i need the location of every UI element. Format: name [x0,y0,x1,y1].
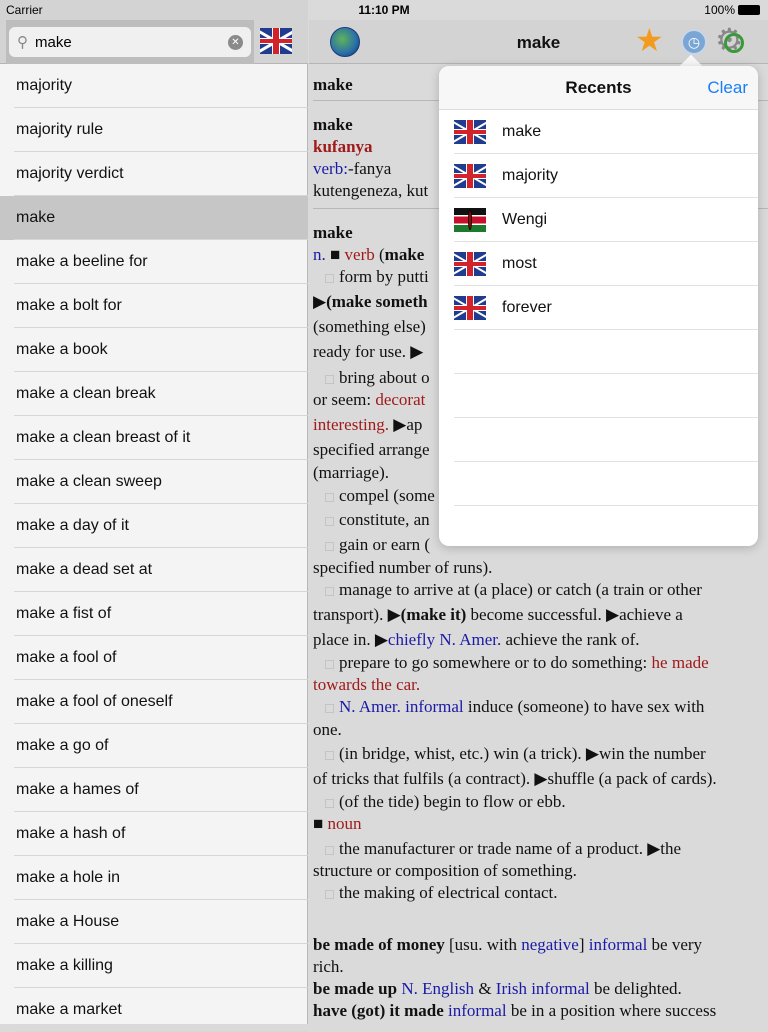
definition-text: chiefly N. Amer. [387,630,502,649]
list-item[interactable]: make a House [0,900,308,944]
recents-popover [439,66,758,546]
definition-text: informal [588,935,648,954]
definition-line [313,341,423,363]
definition-line [339,882,558,904]
definition-text: be delighted. [589,979,682,998]
list-item[interactable]: majority rule [0,108,308,152]
recent-word: majority [502,167,559,184]
word-list[interactable] [0,64,308,1032]
list-item[interactable]: make a go of [0,724,308,768]
list-item[interactable]: make a hole in [0,856,308,900]
definition-line [339,579,702,601]
definition-text: (make it) [400,605,467,624]
definition-text: make [384,245,425,264]
definition-line [339,838,681,860]
list-item[interactable]: make a fool of [0,636,308,680]
list-item[interactable]: majority [0,64,308,108]
definition-text: specified number of runs). [313,558,493,577]
definition-line [313,414,422,436]
definition-line [313,244,424,266]
definition-text: of tricks that fulfils (a contract). ▶shuffle (a pack of cards). [313,769,717,788]
definition-text: structure or composition of something. [313,861,577,880]
status-bar [0,0,768,20]
definition-text: ] [578,935,589,954]
definition-line [313,291,428,313]
uk-flag-icon [454,296,486,320]
definition-line [313,934,702,956]
navigation-bar [309,20,768,64]
definition-text: be very [647,935,703,954]
definition-line [313,629,640,651]
recent-item[interactable] [439,286,758,330]
list-item[interactable]: make a market [0,988,308,1032]
list-item[interactable]: make a bolt for [0,284,308,328]
definition-text: kutengeneza, kut [313,181,429,200]
recent-word: make [502,123,542,140]
clear-search-icon[interactable]: ✕ [228,35,243,50]
definition-line [313,956,344,978]
definition-line [313,158,391,180]
definition-text: place in. ▶ [313,630,388,649]
list-item[interactable]: make a day of it [0,504,308,548]
definition-text: noun [327,814,362,833]
definition-text: n. [313,245,326,264]
list-item[interactable]: make a fist of [0,592,308,636]
search-value[interactable]: make [35,33,72,51]
definition-text: be made up [313,979,398,998]
list-item[interactable]: make a beeline for [0,240,308,284]
definition-text: one. [313,720,342,739]
uk-flag-icon [454,252,486,276]
list-item[interactable]: make a clean breast of it [0,416,308,460]
definition-text: ■ [325,245,345,264]
definition-line [313,180,428,202]
definition-text: form by putti [339,267,429,286]
definition-text: the manufacturer or trade name of a product. ▶the [339,839,682,858]
list-item[interactable]: make a dead set at [0,548,308,592]
list-item[interactable]: make a hash of [0,812,308,856]
definition-line [313,978,682,1000]
empty-row [439,506,758,546]
definition-text: ▶ap [389,415,423,434]
definition-line [313,136,373,158]
definition-text: make [313,115,353,134]
definition-line [339,367,430,389]
definition-text: (of the tide) begin to flow or ebb. [339,792,566,811]
definition-text: (in bridge, whist, etc.) win (a trick). ▶win the number [339,744,706,763]
definition-text: ( [374,245,385,264]
definition-line [339,696,704,718]
definition-text: he made [651,653,709,672]
definition-text: become successful. ▶achieve a [466,605,683,624]
definition-text: compel (some [339,486,435,505]
list-item[interactable]: make a clean sweep [0,460,308,504]
definition-line [339,652,709,674]
definition-line [313,719,342,741]
definition-line [313,389,425,411]
definition-text: make [313,75,353,94]
recent-item[interactable] [439,198,758,242]
definition-line [313,813,362,835]
definition-text: specified arrange [313,440,430,459]
list-item[interactable]: make a hames of [0,768,308,812]
definition-line [313,114,353,136]
definition-text: verb [344,245,375,264]
list-item[interactable]: make a fool of oneself [0,680,308,724]
definition-text: make [313,223,353,242]
definition-line [339,266,429,288]
definition-line [339,485,435,507]
recent-word: forever [502,299,552,316]
recent-word: most [502,255,537,272]
empty-row [439,330,758,374]
page-title: make [516,33,561,52]
word-list-pane [0,0,308,1024]
definition-line [339,791,566,813]
definition-text: (marriage). [313,463,389,482]
definition-text: decorat [375,390,426,409]
list-item[interactable]: make a clean break [0,372,308,416]
definition-line [313,768,717,790]
definition-line [313,439,430,461]
search-icon: ⚲ [17,34,28,51]
recent-item[interactable] [439,110,758,154]
definition-line [313,316,426,338]
favorites-star-icon[interactable]: ★ [635,22,664,58]
list-item[interactable]: majority verdict [0,152,308,196]
definition-text: have (got) it made [313,1001,444,1020]
list-item[interactable]: make [0,196,308,240]
definition-text: or seem: [313,390,376,409]
definition-text: be in a position where success [506,1001,717,1020]
definition-line [313,604,683,626]
definition-text: -fanya [347,159,392,178]
definition-text: the making of electrical contact. [339,883,558,902]
definition-text: ■ [313,814,328,833]
empty-row [439,418,758,462]
definition-line [339,509,430,531]
definition-text: induce (someone) to have sex with [463,697,705,716]
clock-label: 11:10 PM [358,3,410,17]
definition-text: rich. [313,957,344,976]
uk-flag-icon [454,120,486,144]
recent-word: Wengi [502,211,548,228]
definition-text: & [474,979,496,998]
recent-item[interactable] [439,242,758,286]
definition-line [339,743,706,765]
list-item[interactable]: make a book [0,328,308,372]
definition-text: kufanya [313,137,373,156]
definition-text: N. English [401,979,475,998]
definition-text: bring about o [339,368,430,387]
clear-button[interactable]: Clear [707,78,748,97]
popover-title: Recents [565,78,632,97]
definition-text: manage to arrive at (a place) or catch (a train or other [339,580,702,599]
definition-text: Irish informal [495,979,590,998]
definition-line [313,1000,716,1022]
recent-item[interactable] [439,154,758,198]
carrier-label: Carrier [6,3,43,17]
definition-text: achieve the rank of. [501,630,640,649]
search-input[interactable] [9,27,251,57]
uk-flag-icon [454,164,486,188]
battery-icon [738,5,760,15]
definition-text: ▶ [313,292,327,311]
empty-row [439,374,758,418]
definition-text: N. Amer. informal [339,697,464,716]
battery-percent: 100% [704,3,735,17]
definition-text: (something else) [313,317,426,336]
kenya-flag-icon [454,208,486,232]
definition-text: interesting. [313,415,390,434]
definition-line [313,860,577,882]
definition-line [313,557,492,579]
definition-line [339,534,430,556]
definition-text: prepare to go somewhere or to do something: [339,653,652,672]
definition-text: constitute, an [339,510,430,529]
empty-row [439,462,758,506]
definition-text: negative [521,935,579,954]
definition-text: gain or earn ( [339,535,431,554]
definition-text: be made of money [313,935,445,954]
language-flag-button[interactable] [260,28,292,54]
definition-line [313,222,353,244]
definition-line [313,74,353,96]
definition-text: (make someth [326,292,428,311]
definition-line [313,462,389,484]
settings-gear-icon[interactable]: ⚙ [715,22,744,58]
definition-text: informal [448,1001,507,1020]
definition-text: ready for use. ▶ [313,342,424,361]
recents-clock-icon[interactable]: ◷ [681,29,707,55]
definition-line [313,674,420,696]
definition-text: towards the car. [313,675,421,694]
definition-text: transport). ▶ [313,605,401,624]
definition-text: verb: [313,159,348,178]
list-item[interactable]: make a killing [0,944,308,988]
definition-text: [usu. with [444,935,522,954]
